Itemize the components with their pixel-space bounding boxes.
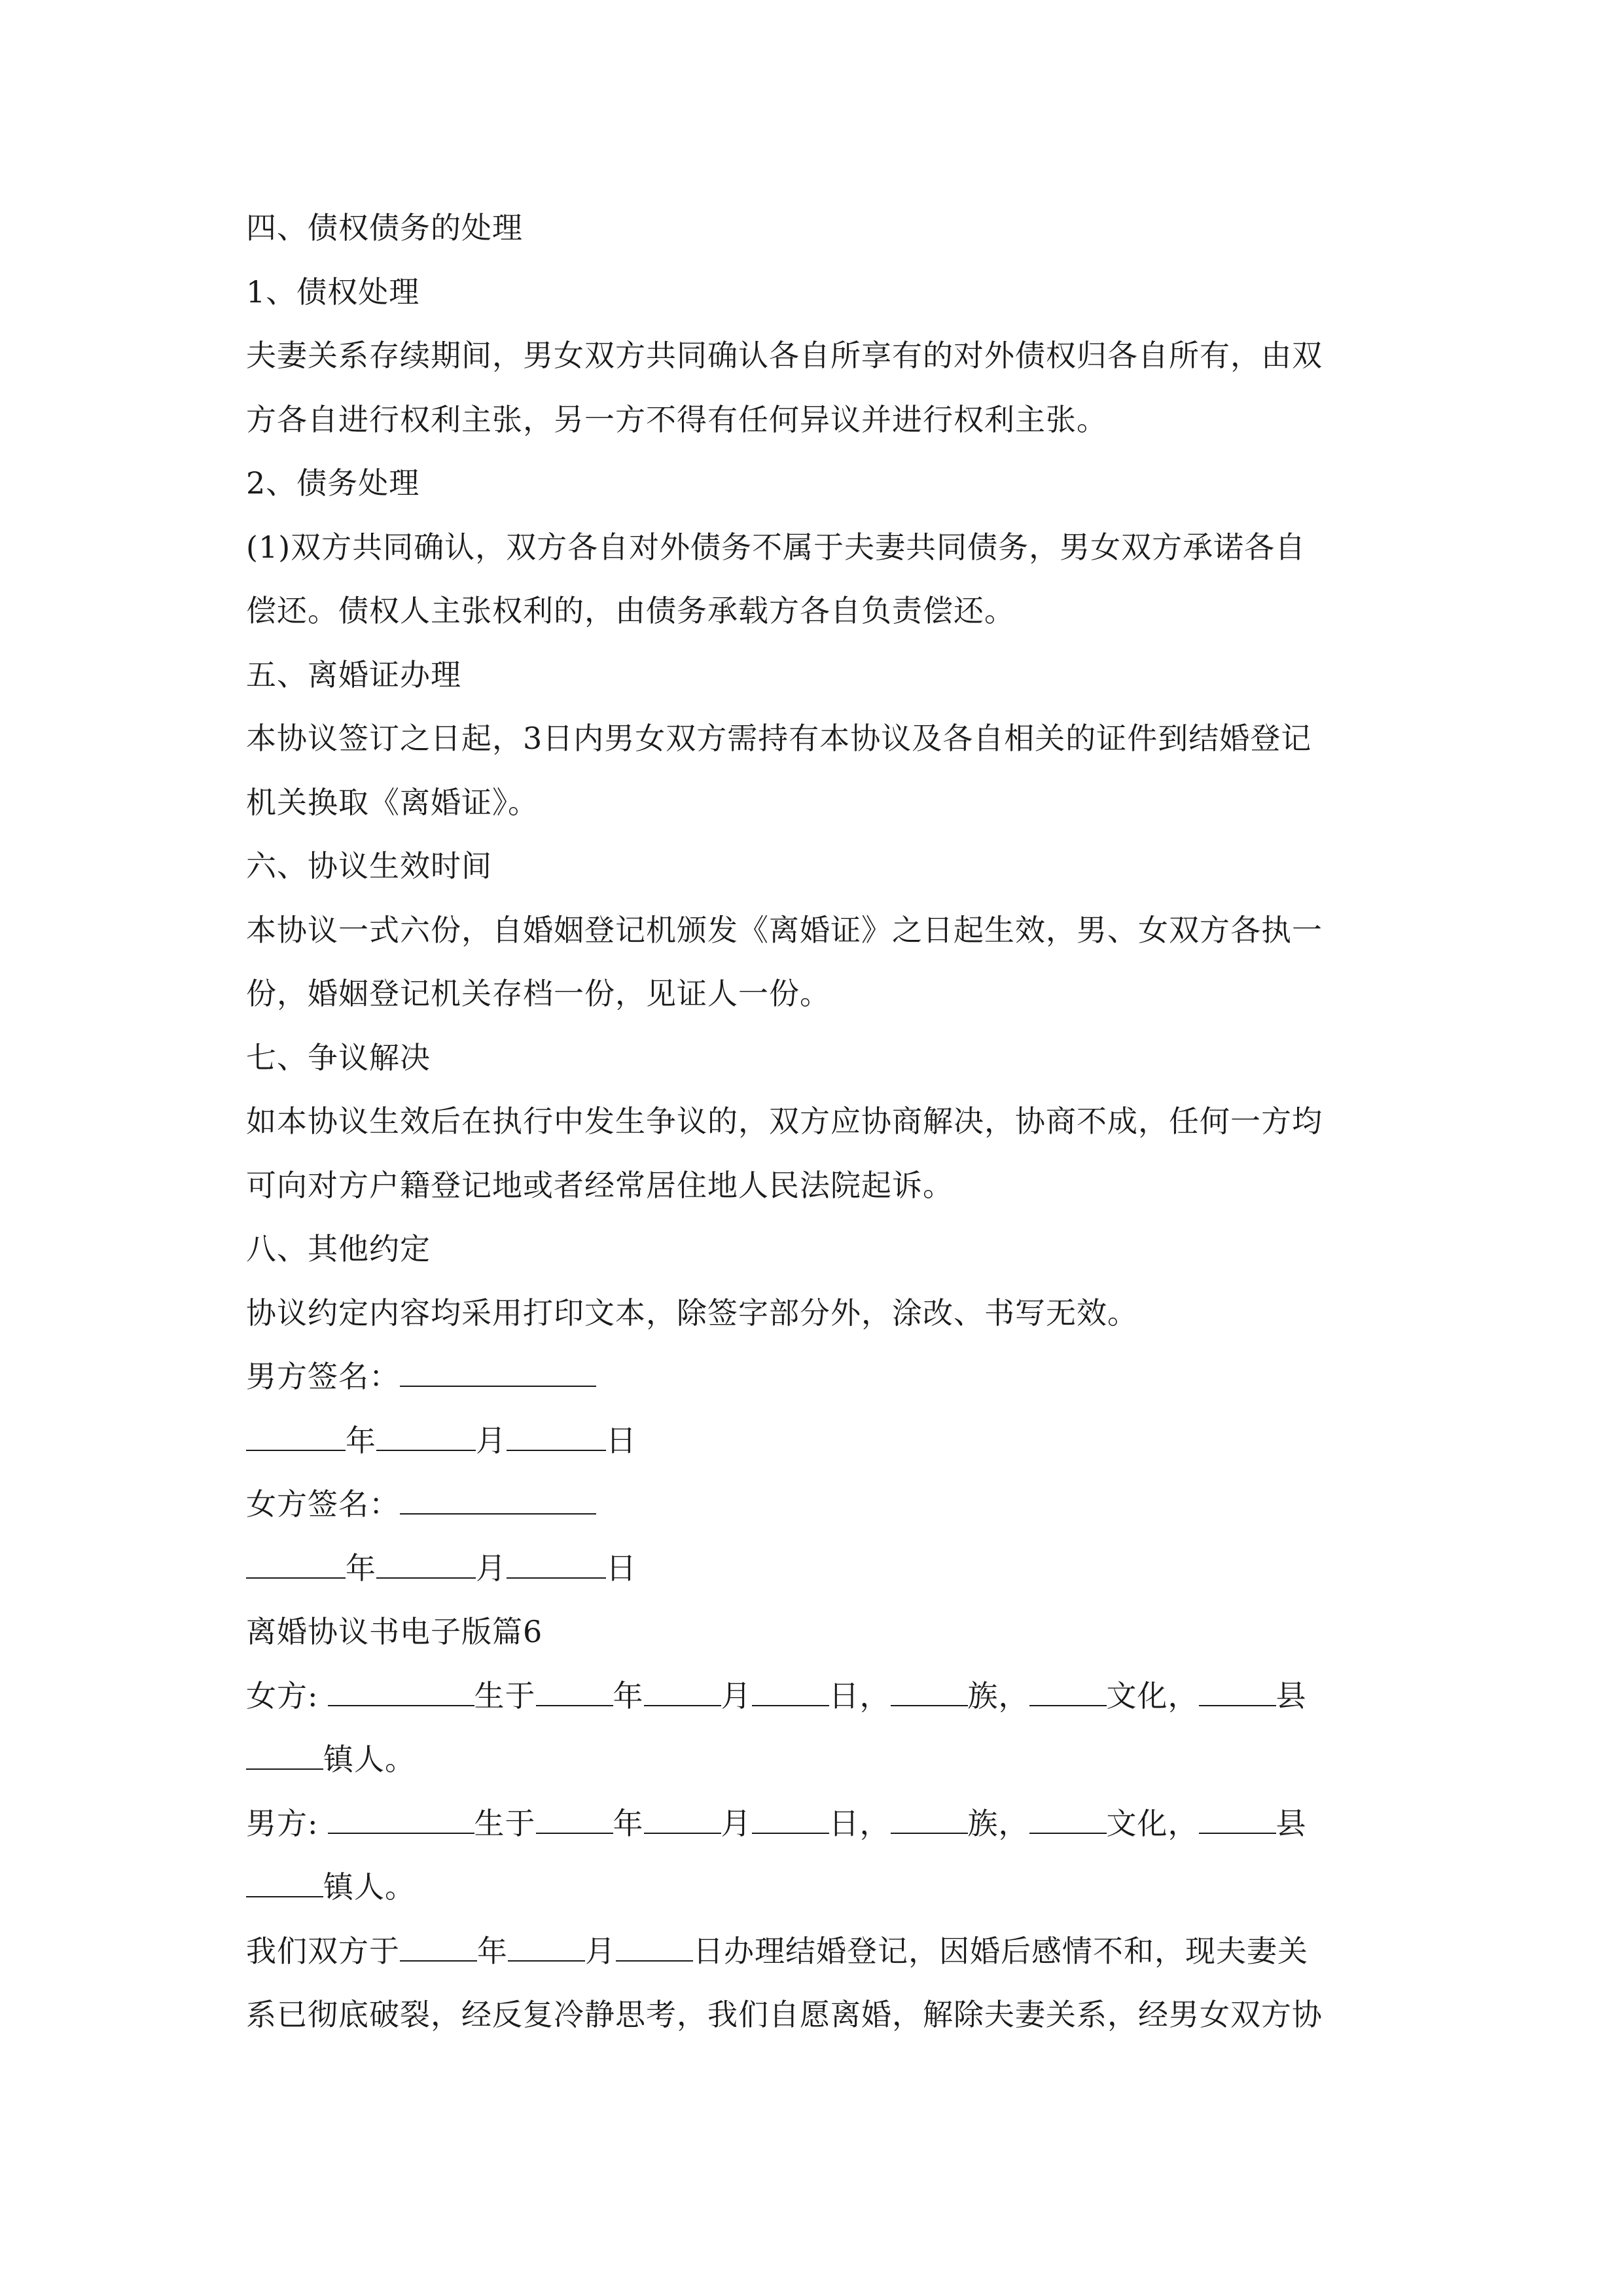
town-label: 镇人。 (323, 1869, 416, 1905)
marriage-statement-row (246, 1920, 1378, 1984)
paragraph-line: 如本协议生效后在执行中发生争议的，双方应协商解决，协商不成，任何一方均 (246, 1103, 1323, 1139)
month-label: 月 (585, 1933, 616, 1969)
day-label: 日 (606, 1550, 637, 1586)
statement-middle: 日办理结婚登记，因婚后感情不和，现夫妻关 (693, 1933, 1308, 1969)
ethnic-label: 族， (967, 1677, 1029, 1713)
education-label: 文化， (1106, 1805, 1199, 1841)
paragraph-line: 本协议签订之日起，3日内男女双方需持有本协议及各自相关的证件到结婚登记 (246, 721, 1312, 756)
paragraph-line: 偿还。债权人主张权利的，由债务承载方各自负责偿还。 (246, 593, 1015, 628)
male-info-row (246, 1792, 1378, 1856)
town-blank[interactable] (246, 1870, 323, 1897)
year-label: 年 (613, 1677, 644, 1713)
marriage-year-blank[interactable] (400, 1934, 477, 1962)
day-label: 日， (829, 1805, 891, 1841)
section-4-2-heading: 2、债务处理 (246, 465, 420, 501)
ethnic-blank[interactable] (891, 1679, 968, 1706)
county-blank[interactable] (1199, 1806, 1276, 1834)
year-label: 年 (346, 1422, 376, 1458)
born-label: 生于 (474, 1677, 536, 1713)
section-7-heading: 七、争议解决 (246, 1039, 431, 1075)
chapter-6-title: 离婚协议书电子版篇6 (246, 1614, 543, 1649)
day-label: 日， (829, 1677, 891, 1713)
section-5-heading: 五、离婚证办理 (246, 656, 461, 692)
month-label: 月 (476, 1550, 507, 1586)
year-blank[interactable] (246, 1551, 346, 1579)
male-signature-blank[interactable] (400, 1359, 596, 1387)
male-signature-row (246, 1345, 1378, 1409)
paragraph-line: 本协议一式六份，自婚姻登记机颁发《离婚证》之日起生效，男、女双方各执一 (246, 912, 1323, 948)
year-blank[interactable] (246, 1424, 346, 1451)
paragraph-line: 协议约定内容均采用打印文本，除签字部分外，涂改、书写无效。 (246, 1295, 1138, 1331)
male-town-row (246, 1856, 1378, 1920)
birth-day-blank[interactable] (752, 1806, 829, 1834)
day-blank[interactable] (507, 1424, 606, 1451)
section-4-1-heading: 1、债权处理 (246, 274, 420, 310)
education-label: 文化， (1106, 1677, 1199, 1713)
birth-month-blank[interactable] (644, 1806, 721, 1834)
birth-month-blank[interactable] (644, 1679, 721, 1706)
month-label: 月 (721, 1805, 752, 1841)
male-label: 男方: (246, 1805, 319, 1841)
section-8-heading: 八、其他约定 (246, 1231, 431, 1266)
female-signature-blank[interactable] (400, 1487, 596, 1515)
female-signature-label: 女方签名： (246, 1486, 400, 1522)
education-blank[interactable] (1029, 1806, 1107, 1834)
birth-day-blank[interactable] (752, 1679, 829, 1706)
paragraph-line: 可向对方户籍登记地或者经常居住地人民法院起诉。 (246, 1167, 954, 1203)
female-date-row (246, 1537, 1378, 1601)
county-label: 县 (1275, 1805, 1307, 1841)
town-blank[interactable] (246, 1742, 323, 1770)
document-body (246, 196, 1378, 2047)
birth-year-blank[interactable] (536, 1806, 613, 1834)
section-4-heading: 四、债权债务的处理 (246, 210, 523, 245)
paragraph-line: 机关换取《离婚证》。 (246, 784, 539, 820)
male-signature-label: 男方签名： (246, 1359, 400, 1394)
paragraph-line: 份，婚姻登记机关存档一份，见证人一份。 (246, 976, 830, 1011)
male-date-row (246, 1409, 1378, 1473)
marriage-month-blank[interactable] (508, 1934, 585, 1962)
female-name-blank[interactable] (328, 1679, 474, 1706)
county-label: 县 (1275, 1677, 1307, 1713)
day-label: 日 (606, 1422, 637, 1458)
month-label: 月 (476, 1422, 507, 1458)
month-blank[interactable] (376, 1551, 476, 1579)
female-label: 女方: (246, 1677, 319, 1713)
birth-year-blank[interactable] (536, 1679, 613, 1706)
female-info-row (246, 1664, 1378, 1729)
county-blank[interactable] (1199, 1679, 1276, 1706)
female-signature-row (246, 1473, 1378, 1537)
year-label: 年 (346, 1550, 376, 1586)
paragraph-line: (1)双方共同确认，双方各自对外债务不属于夫妻共同债务，男女双方承诺各自 (246, 529, 1306, 565)
male-name-blank[interactable] (328, 1806, 474, 1834)
paragraph-line: 方各自进行权利主张，另一方不得有任何异议并进行权利主张。 (246, 401, 1107, 437)
town-label: 镇人。 (323, 1742, 416, 1777)
ethnic-blank[interactable] (891, 1806, 968, 1834)
section-6-heading: 六、协议生效时间 (246, 848, 492, 884)
month-blank[interactable] (376, 1424, 476, 1451)
year-label: 年 (613, 1805, 644, 1841)
paragraph-line: 系已彻底破裂，经反复冷静思考，我们自愿离婚，解除夫妻关系，经男女双方协 (246, 1997, 1323, 2032)
month-label: 月 (721, 1677, 752, 1713)
year-label: 年 (477, 1933, 508, 1969)
statement-start: 我们双方于 (246, 1933, 400, 1969)
paragraph-line: 夫妻关系存续期间，男女双方共同确认各自所享有的对外债权归各自所有，由双 (246, 338, 1323, 373)
born-label: 生于 (474, 1805, 536, 1841)
day-blank[interactable] (507, 1551, 606, 1579)
ethnic-label: 族， (967, 1805, 1029, 1841)
marriage-day-blank[interactable] (616, 1934, 693, 1962)
female-town-row (246, 1728, 1378, 1792)
education-blank[interactable] (1029, 1679, 1107, 1706)
